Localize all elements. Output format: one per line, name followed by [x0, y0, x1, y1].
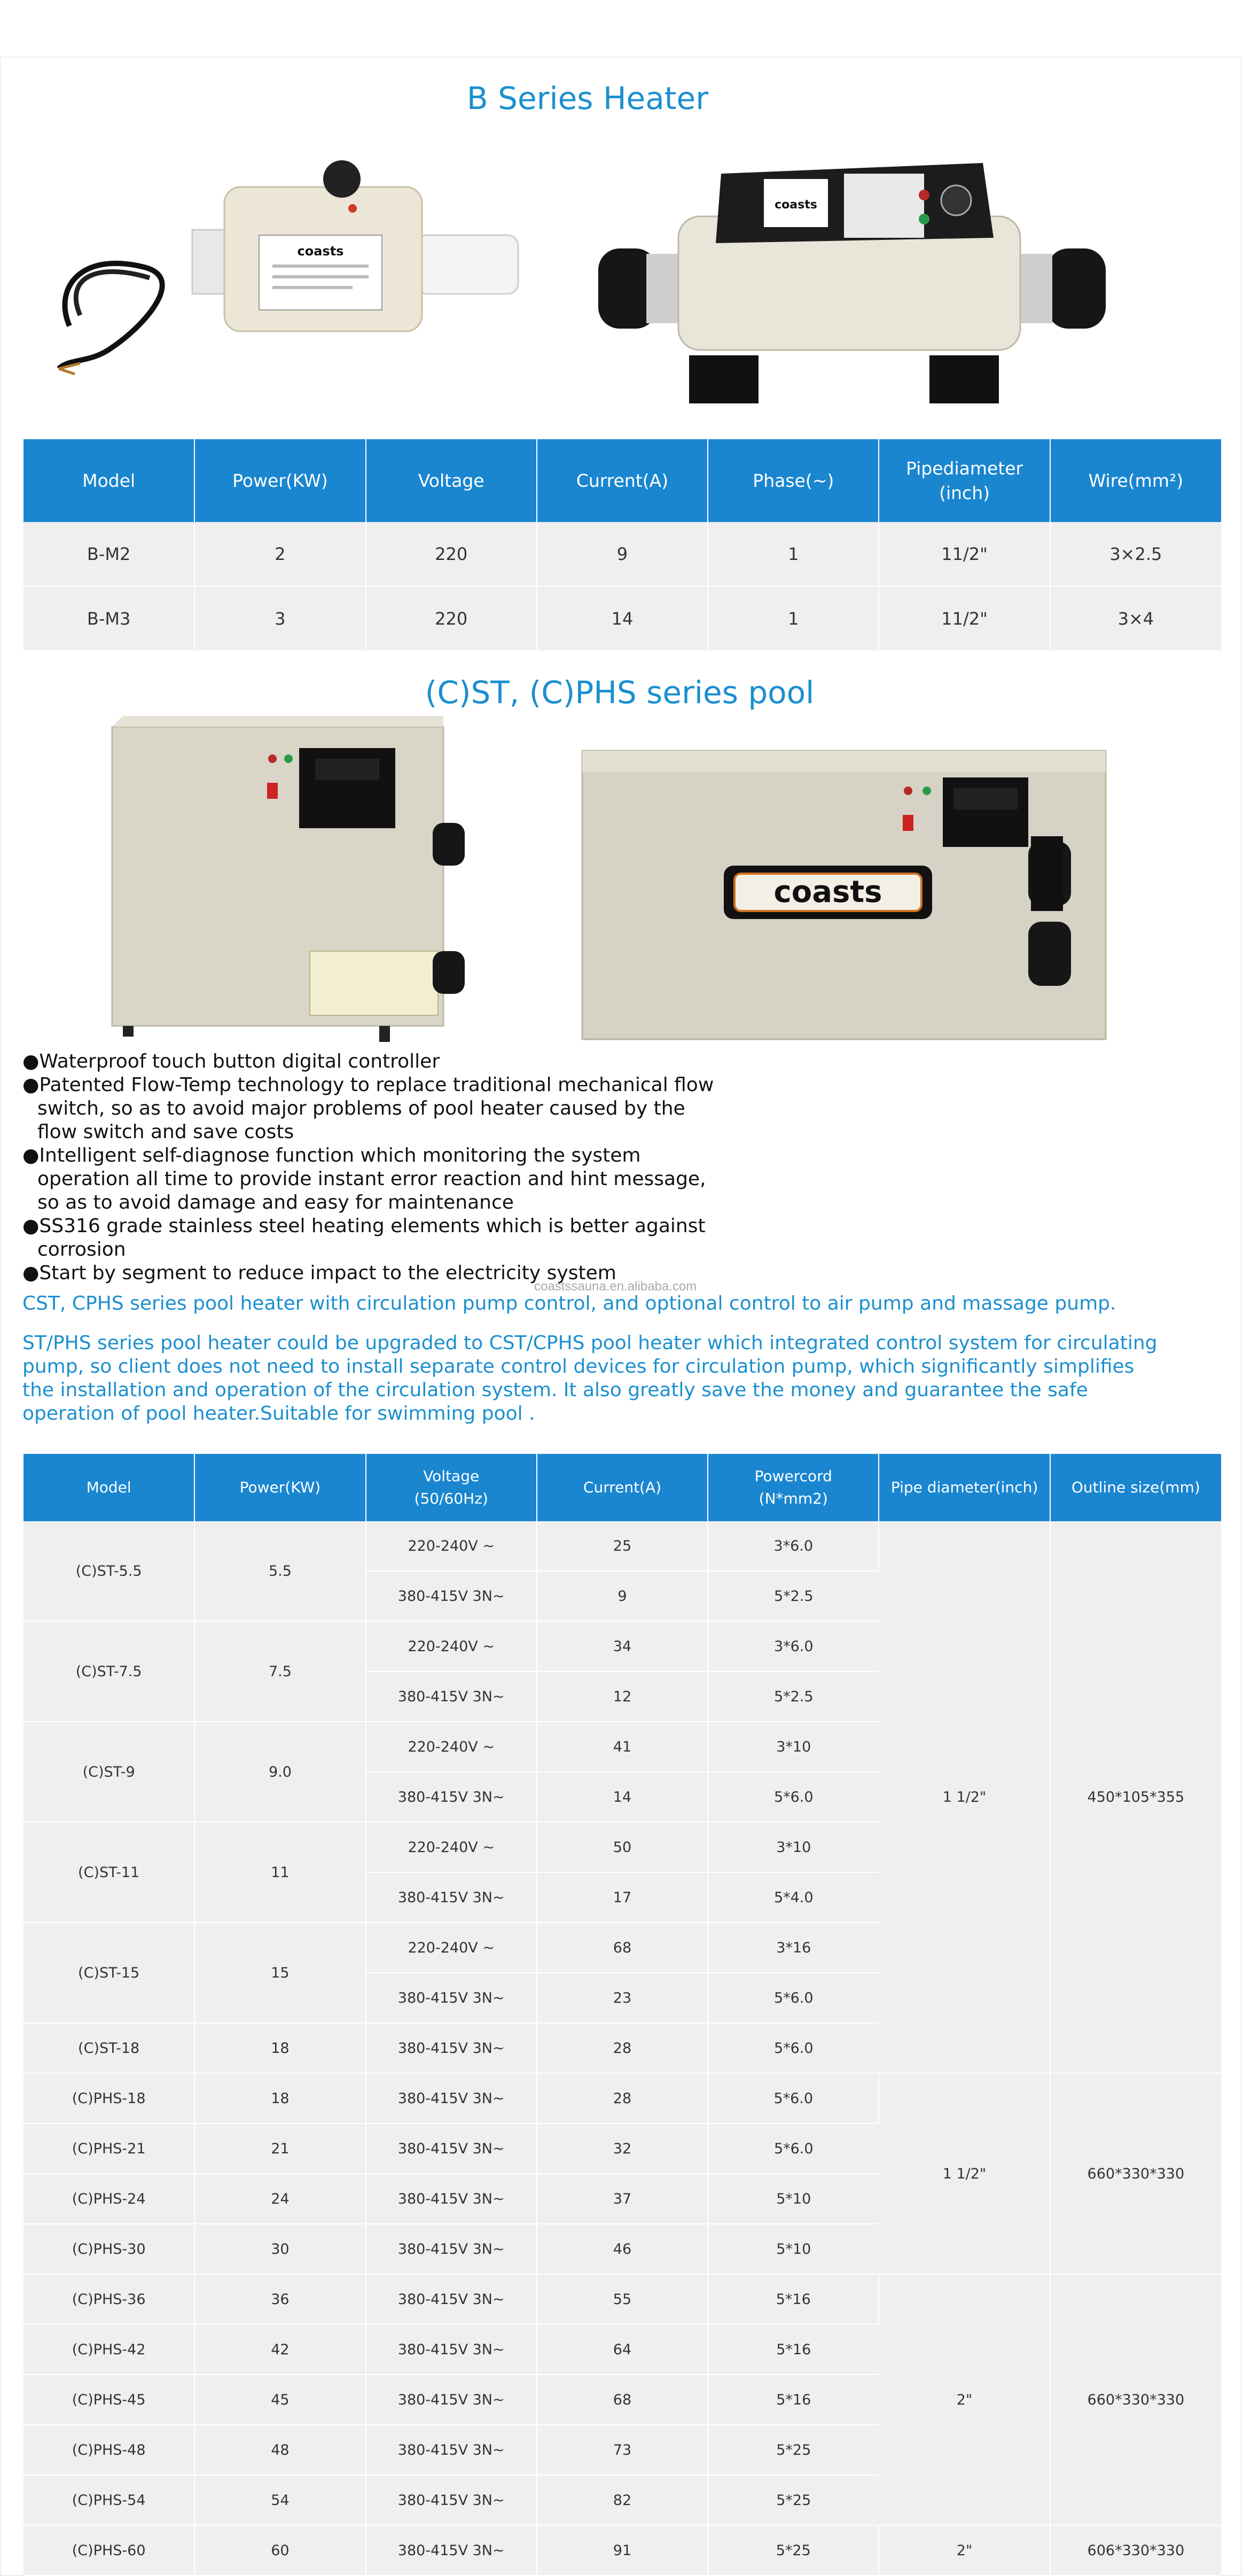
model-cell: (C)PHS-30 — [24, 2224, 194, 2274]
model-cell: (C)ST-15 — [24, 1923, 194, 2023]
power-cell: 60 — [194, 2525, 365, 2575]
header-model: Model — [24, 439, 194, 522]
model-cell: (C)PHS-45 — [24, 2375, 194, 2425]
header-power: Power(KW) — [194, 439, 365, 522]
model-cell: (C)PHS-18 — [24, 2073, 194, 2123]
model-cell: (C)PHS-36 — [24, 2274, 194, 2324]
outline-cell: 660*330*330 — [1050, 2274, 1221, 2525]
model-cell: (C)ST-18 — [24, 2023, 194, 2073]
outline-cell: 660*330*330 — [1050, 2073, 1221, 2274]
outline-cell: 450*105*355 — [1050, 1521, 1221, 2073]
description-short: CST, CPHS series pool heater with circulation pump control, and optional control to air pump and massage pump. — [22, 1293, 1116, 1314]
table-row — [24, 522, 1221, 586]
current-cell: 14 — [537, 1772, 708, 1822]
voltage-cell: 380-415V 3N~ — [366, 2023, 537, 2073]
model-cell: (C)PHS-54 — [24, 2475, 194, 2525]
b-m-heater-large-photo — [588, 158, 1111, 409]
current-cell: 28 — [537, 2073, 708, 2123]
header-powercord: Powercord (N*mm2) — [708, 1454, 879, 1521]
current-cell: 25 — [537, 1521, 708, 1571]
powercord-cell: 5*6.0 — [708, 1772, 879, 1822]
description-long: ST/PHS series pool heater could be upgraded to CST/CPHS pool heater which integrated control system for circulating pump, so client does not need to install separate control devices for circulation pump, which significantly simplifies the installation and operation of the circulation system. It also greatly save the money and guarantee the safe operation of pool heater.Suitable for swimming pool . — [22, 1332, 1158, 1425]
st-heater-photo — [101, 705, 486, 1047]
header-voltage: Voltage (50/60Hz) — [366, 1454, 537, 1521]
model-cell: (C)ST-7.5 — [24, 1621, 194, 1722]
model-cell: (C)ST-11 — [24, 1822, 194, 1923]
voltage-cell: 380-415V 3N~ — [366, 2475, 537, 2525]
pipe-cell: 2" — [879, 2274, 1050, 2525]
power-cell: 30 — [194, 2224, 365, 2274]
powercord-cell: 5*16 — [708, 2274, 879, 2324]
table-row — [24, 2525, 1221, 2575]
cell: 9 — [537, 522, 708, 586]
cell: 220 — [366, 522, 537, 586]
powercord-cell: 5*16 — [708, 2375, 879, 2425]
current-cell: 23 — [537, 1973, 708, 2023]
current-cell: 34 — [537, 1621, 708, 1671]
power-cell: 54 — [194, 2475, 365, 2525]
brand-label-large: coasts — [775, 198, 817, 212]
powercord-cell: 5*4.0 — [708, 1872, 879, 1923]
voltage-cell: 220-240V ~ — [366, 1621, 537, 1671]
current-cell: 9 — [537, 1571, 708, 1621]
voltage-cell: 380-415V 3N~ — [366, 2324, 537, 2375]
voltage-cell: 380-415V 3N~ — [366, 2174, 537, 2224]
current-cell: 55 — [537, 2274, 708, 2324]
power-cell: 5.5 — [194, 1521, 365, 1621]
powercord-cell: 5*25 — [708, 2475, 879, 2525]
current-cell: 37 — [537, 2174, 708, 2224]
cell: 14 — [537, 586, 708, 651]
power-cell: 11 — [194, 1822, 365, 1923]
feature-item: ●Start by segment to reduce impact to the electricity system — [22, 1262, 616, 1284]
watermark-text: coastssauna.en.alibaba.com — [534, 1279, 697, 1294]
current-cell: 68 — [537, 1923, 708, 1973]
current-cell: 64 — [537, 2324, 708, 2375]
current-cell: 32 — [537, 2123, 708, 2174]
current-cell: 12 — [537, 1671, 708, 1722]
table-row — [24, 586, 1221, 651]
voltage-cell: 380-415V 3N~ — [366, 2123, 537, 2174]
powercord-cell: 5*2.5 — [708, 1571, 879, 1621]
powercord-cell: 3*10 — [708, 1722, 879, 1772]
current-cell: 28 — [537, 2023, 708, 2073]
powercord-cell: 3*6.0 — [708, 1521, 879, 1571]
powercord-cell: 5*10 — [708, 2174, 879, 2224]
table-row — [24, 2073, 1221, 2123]
feature-item: ●SS316 grade stainless steel heating elements which is better against corrosion — [22, 1215, 706, 1260]
feature-item: ●Patented Flow-Temp technology to replace traditional mechanical flow switch, so as to avoid major problems of pool heater caused by the flow switch and save costs — [22, 1074, 714, 1143]
powercord-cell: 3*16 — [708, 1923, 879, 1973]
current-cell: 91 — [537, 2525, 708, 2575]
cell: B-M3 — [24, 586, 194, 651]
b-series-title: B Series Heater — [466, 80, 709, 116]
power-cell: 24 — [194, 2174, 365, 2224]
voltage-cell: 380-415V 3N~ — [366, 2073, 537, 2123]
powercord-cell: 5*25 — [708, 2425, 879, 2475]
header-current: Current(A) — [537, 439, 708, 522]
phs-heater-photo — [580, 745, 1156, 1045]
model-cell: (C)PHS-42 — [24, 2324, 194, 2375]
powercord-cell: 5*6.0 — [708, 2073, 879, 2123]
b-m-heater-photo — [48, 155, 534, 379]
powercord-cell: 5*6.0 — [708, 2123, 879, 2174]
brand-label-small: coasts — [297, 244, 344, 259]
header-voltage: Voltage — [366, 439, 537, 522]
powercord-cell: 5*10 — [708, 2224, 879, 2274]
voltage-cell: 380-415V 3N~ — [366, 2375, 537, 2425]
model-cell: (C)ST-9 — [24, 1722, 194, 1822]
pipe-cell: 1 1/2" — [879, 1521, 1050, 2073]
cell: 3 — [194, 586, 365, 651]
model-cell: (C)PHS-24 — [24, 2174, 194, 2224]
cell: 3×2.5 — [1050, 522, 1221, 586]
current-cell: 68 — [537, 2375, 708, 2425]
pipe-cell: 1 1/2" — [879, 2073, 1050, 2274]
powercord-cell: 3*10 — [708, 1822, 879, 1872]
power-cell: 18 — [194, 2073, 365, 2123]
power-cell: 15 — [194, 1923, 365, 2023]
power-cell: 9.0 — [194, 1722, 365, 1822]
header-wire: Wire(mm²) — [1050, 439, 1221, 522]
power-cell: 45 — [194, 2375, 365, 2425]
voltage-cell: 220-240V ~ — [366, 1822, 537, 1872]
powercord-cell: 5*6.0 — [708, 2023, 879, 2073]
model-cell: (C)PHS-48 — [24, 2425, 194, 2475]
cell: 220 — [366, 586, 537, 651]
power-cell: 7.5 — [194, 1621, 365, 1722]
cell: B-M2 — [24, 522, 194, 586]
power-cell: 21 — [194, 2123, 365, 2174]
current-cell: 41 — [537, 1722, 708, 1772]
powercord-cell: 5*2.5 — [708, 1671, 879, 1722]
cell: 1 — [708, 586, 879, 651]
powercord-cell: 5*25 — [708, 2525, 879, 2575]
power-cell: 36 — [194, 2274, 365, 2324]
voltage-cell: 220-240V ~ — [366, 1923, 537, 1973]
table-row — [24, 2274, 1221, 2324]
voltage-cell: 380-415V 3N~ — [366, 2224, 537, 2274]
header-power: Power(KW) — [194, 1454, 365, 1521]
voltage-cell: 380-415V 3N~ — [366, 1872, 537, 1923]
model-cell: (C)ST-5.5 — [24, 1521, 194, 1621]
header-model: Model — [24, 1454, 194, 1521]
power-cell: 48 — [194, 2425, 365, 2475]
voltage-cell: 380-415V 3N~ — [366, 1571, 537, 1621]
cell: 11/2" — [879, 522, 1050, 586]
table-row — [24, 1521, 1221, 1571]
header-current: Current(A) — [537, 1454, 708, 1521]
powercord-cell: 5*6.0 — [708, 1973, 879, 2023]
cell: 3×4 — [1050, 586, 1221, 651]
pipe-cell: 2" — [879, 2525, 1050, 2575]
cell: 2 — [194, 522, 365, 586]
current-cell: 46 — [537, 2224, 708, 2274]
b-series-spec-table — [24, 439, 1221, 651]
header-pipe-diameter: Pipe diameter(inch) — [879, 1454, 1050, 1521]
voltage-cell: 220-240V ~ — [366, 1722, 537, 1772]
voltage-cell: 380-415V 3N~ — [366, 1973, 537, 2023]
current-cell: 73 — [537, 2425, 708, 2475]
powercord-cell: 3*6.0 — [708, 1621, 879, 1671]
current-cell: 17 — [537, 1872, 708, 1923]
cell: 11/2" — [879, 586, 1050, 651]
powercord-cell: 5*16 — [708, 2324, 879, 2375]
brand-logo-text: coasts — [773, 875, 882, 909]
voltage-cell: 380-415V 3N~ — [366, 1671, 537, 1722]
voltage-cell: 380-415V 3N~ — [366, 2525, 537, 2575]
st-series-title: (C)ST, (C)PHS series pool — [425, 674, 815, 711]
voltage-cell: 220-240V ~ — [366, 1521, 537, 1571]
header-pipediameter: Pipediameter (inch) — [879, 439, 1050, 522]
current-cell: 50 — [537, 1822, 708, 1872]
header-phase: Phase(~) — [708, 439, 879, 522]
voltage-cell: 380-415V 3N~ — [366, 1772, 537, 1822]
st-phs-spec-table — [24, 1454, 1221, 2576]
feature-item: ●Waterproof touch button digital controller — [22, 1050, 440, 1072]
power-cell: 42 — [194, 2324, 365, 2375]
current-cell: 82 — [537, 2475, 708, 2525]
model-cell: (C)PHS-60 — [24, 2525, 194, 2575]
voltage-cell: 380-415V 3N~ — [366, 2274, 537, 2324]
feature-item: ●Intelligent self-diagnose function which monitoring the system operation all time to provide instant error reaction and hint message, so as to avoid damage and easy for maintenance — [22, 1145, 706, 1213]
cell: 1 — [708, 522, 879, 586]
power-cell: 18 — [194, 2023, 365, 2073]
model-cell: (C)PHS-21 — [24, 2123, 194, 2174]
header-outline-size: Outline size(mm) — [1050, 1454, 1221, 1521]
voltage-cell: 380-415V 3N~ — [366, 2425, 537, 2475]
outline-cell: 606*330*330 — [1050, 2525, 1221, 2575]
feature-list — [22, 1050, 728, 1285]
